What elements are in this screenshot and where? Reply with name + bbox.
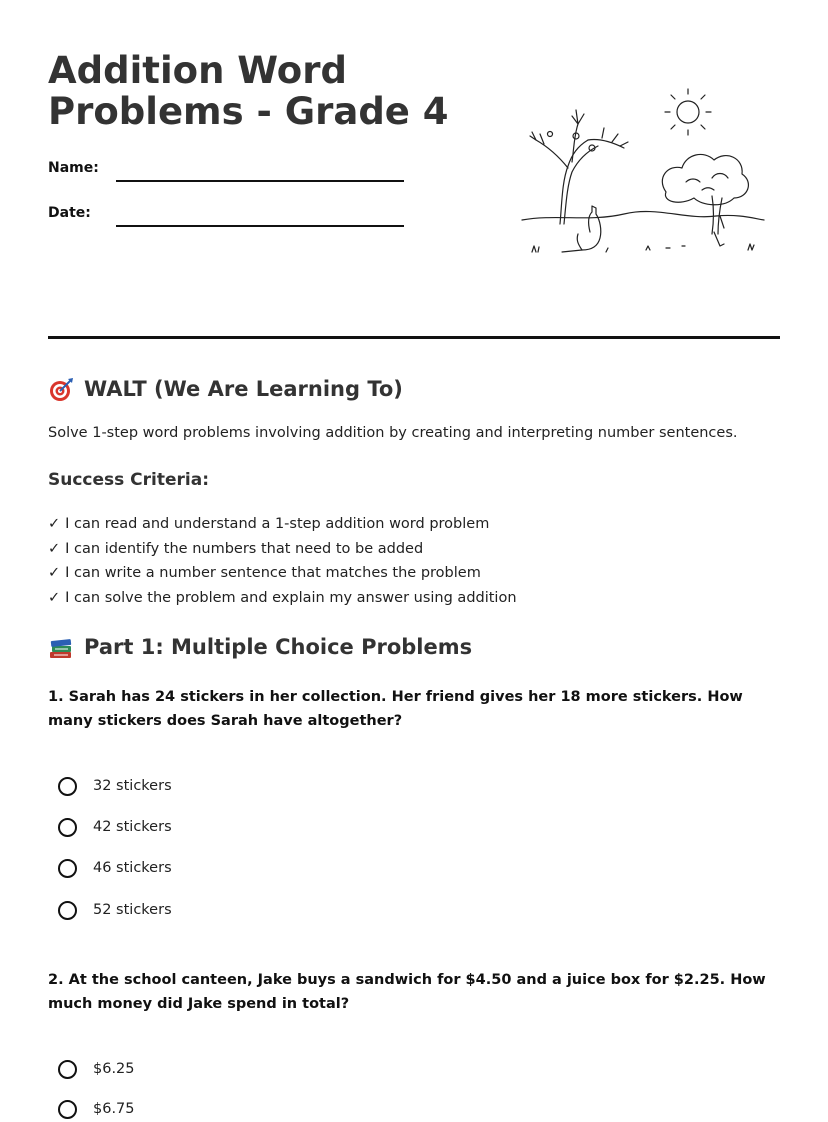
title-line-1: Addition Word [48, 49, 347, 92]
walt-heading-text: WALT (We Are Learning To) [84, 377, 403, 401]
radio-button[interactable] [58, 859, 77, 878]
date-label: Date: [48, 205, 91, 221]
list-item: ✓ I can solve the problem and explain my answer using addition [48, 589, 517, 606]
list-item: ✓ I can identify the numbers that need to be added [48, 540, 424, 557]
question-2-option-2[interactable]: $6.75 [58, 1096, 135, 1122]
target-icon [48, 376, 74, 402]
list-item: ✓ I can write a number sentence that matches the problem [48, 565, 481, 582]
radio-button[interactable] [58, 1060, 77, 1079]
radio-button[interactable] [58, 777, 77, 796]
question-1: 1. Sarah has 24 stickers in her collection. Her friend gives her 18 more stickers. How many stickers does Sarah have altogether? [48, 689, 743, 729]
outback-scene-illustration [516, 82, 768, 262]
name-label: Name: [48, 160, 99, 176]
page-title [48, 50, 449, 132]
ground-drawing [522, 211, 764, 252]
check-icon: ✓ [48, 565, 61, 582]
section-divider [48, 336, 780, 339]
part1-heading [48, 634, 472, 660]
question-1-option-1[interactable]: 32 stickers [58, 773, 172, 799]
radio-button[interactable] [58, 818, 77, 837]
question-1-option-3[interactable]: 46 stickers [58, 855, 172, 881]
tree-left-drawing [530, 110, 628, 224]
check-icon: ✓ [48, 540, 61, 557]
check-icon: ✓ [48, 589, 61, 606]
sun-icon [665, 89, 711, 135]
success-criteria-list [48, 512, 517, 610]
question-1-option-4[interactable]: 52 stickers [58, 897, 172, 923]
books-icon [48, 634, 74, 660]
question-2-option-1[interactable]: $6.25 [58, 1056, 135, 1082]
part1-heading-text: Part 1: Multiple Choice Problems [84, 635, 473, 659]
radio-button[interactable] [58, 1100, 77, 1119]
date-field[interactable] [116, 225, 404, 227]
title-line-2: Problems - Grade 4 [48, 90, 449, 133]
question-2: 2. At the school canteen, Jake buys a sandwich for $4.50 and a juice box for $2.25. How much money did Jake spend in total? [48, 972, 766, 1012]
check-icon: ✓ [48, 516, 61, 532]
walt-description: Solve 1-step word problems involving addition by creating and interpreting number sentences. [48, 425, 738, 441]
tree-right-drawing [662, 154, 748, 234]
success-criteria-heading: Success Criteria: [48, 470, 210, 490]
list-item: ✓ I can read and understand a 1-step addition word problem [48, 516, 490, 532]
radio-button[interactable] [58, 901, 77, 920]
walt-heading [48, 376, 403, 402]
kangaroo-drawing [562, 206, 724, 252]
question-1-option-2[interactable]: 42 stickers [58, 814, 172, 840]
name-field[interactable] [116, 180, 404, 182]
